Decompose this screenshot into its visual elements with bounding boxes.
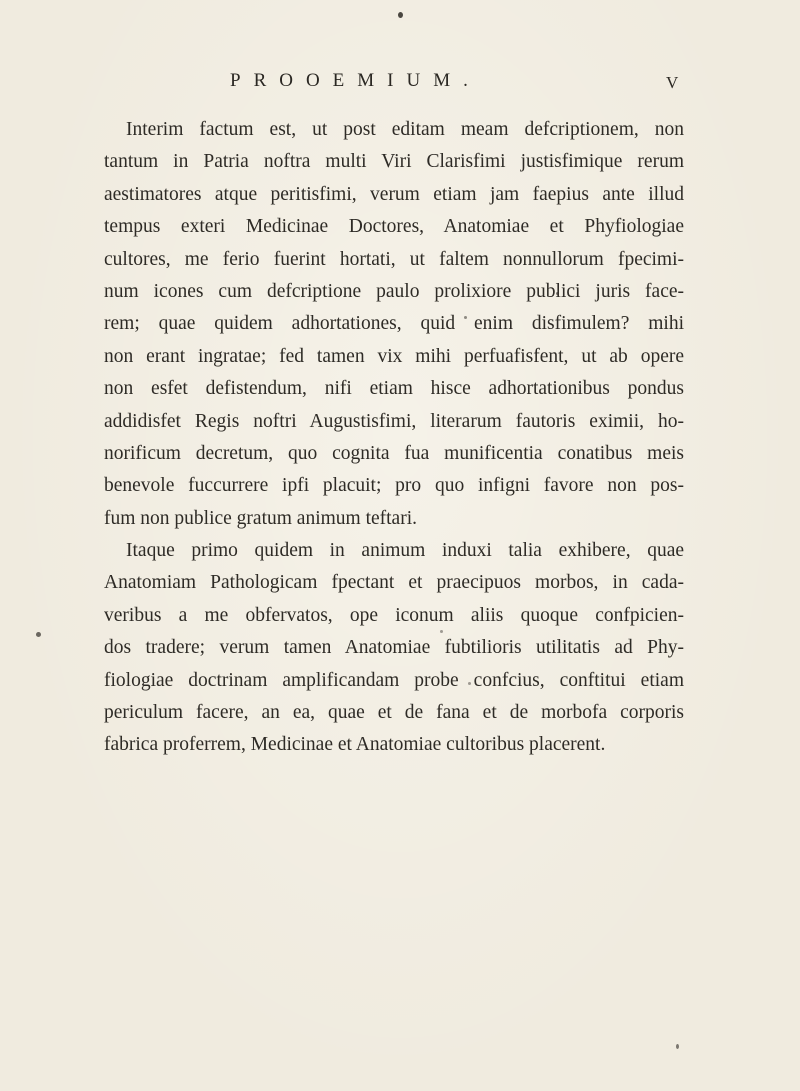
- text-line: norificum decretum, quo cognita fua munificentia conatibus meis: [104, 442, 684, 464]
- text-line: Itaque primo quidem in animum induxi talia exhibere, quae: [126, 540, 684, 562]
- text-line: fum non publice gratum animum teftari.: [104, 507, 417, 529]
- text-line: tempus exteri Medicinae Doctores, Anatomiae et Phyfiologiae: [104, 216, 684, 238]
- text-line: tantum in Patria noftra multi Viri Clarisfimi justisfimique rerum: [104, 151, 684, 173]
- text-line: periculum facere, an ea, quae et de fana et de morbofa corporis: [104, 702, 684, 724]
- ink-speck: [36, 632, 41, 637]
- text-line: cultores, me ferio fuerint hortati, ut faltem nonnullorum fpecimi-: [104, 248, 684, 270]
- text-line: Interim factum est, ut post editam meam defcriptionem, non: [126, 119, 684, 140]
- body-text: [104, 114, 684, 762]
- text-line: benevole fuccurrere ipfi placuit; pro quo infigni favore non pos-: [104, 475, 684, 497]
- text-line: Anatomiam Pathologicam fpectant et praecipuos morbos, in cada-: [104, 572, 684, 594]
- text-line: aestimatores atque peritisfimi, verum etiam jam faepius ante illud: [104, 183, 684, 205]
- ink-speck: [398, 12, 403, 18]
- text-line: rem; quae quidem adhortationes, quid enim disfimulem? mihi: [104, 313, 684, 335]
- paragraph-2: [104, 535, 684, 762]
- text-line: non erant ingratae; fed tamen vix mihi perfuafisfent, ut ab opere: [104, 345, 684, 367]
- text-line: num icones cum defcriptione paulo prolixiore publici juris face-: [104, 280, 684, 302]
- paragraph-1: [104, 114, 684, 535]
- ink-speck: [676, 1044, 679, 1049]
- text-line: fabrica proferrem, Medicinae et Anatomiae cultoribus placerent.: [104, 734, 606, 756]
- text-line: fiologiae doctrinam amplificandam probe confcius, conftitui etiam: [104, 669, 684, 691]
- text-line: non esfet defistendum, nifi etiam hisce adhortationibus pondus: [104, 378, 684, 400]
- text-line: dos tradere; verum tamen Anatomiae fubtilioris utilitatis ad Phy-: [104, 637, 684, 659]
- page-number: V: [666, 73, 679, 92]
- running-head-title: PROOEMIUM.: [230, 70, 481, 91]
- text-line: addidisfet Regis noftri Augustisfimi, literarum fautoris eximii, ho-: [104, 410, 684, 432]
- text-line: veribus a me obfervatos, ope iconum aliis quoque confpicien-: [104, 604, 684, 626]
